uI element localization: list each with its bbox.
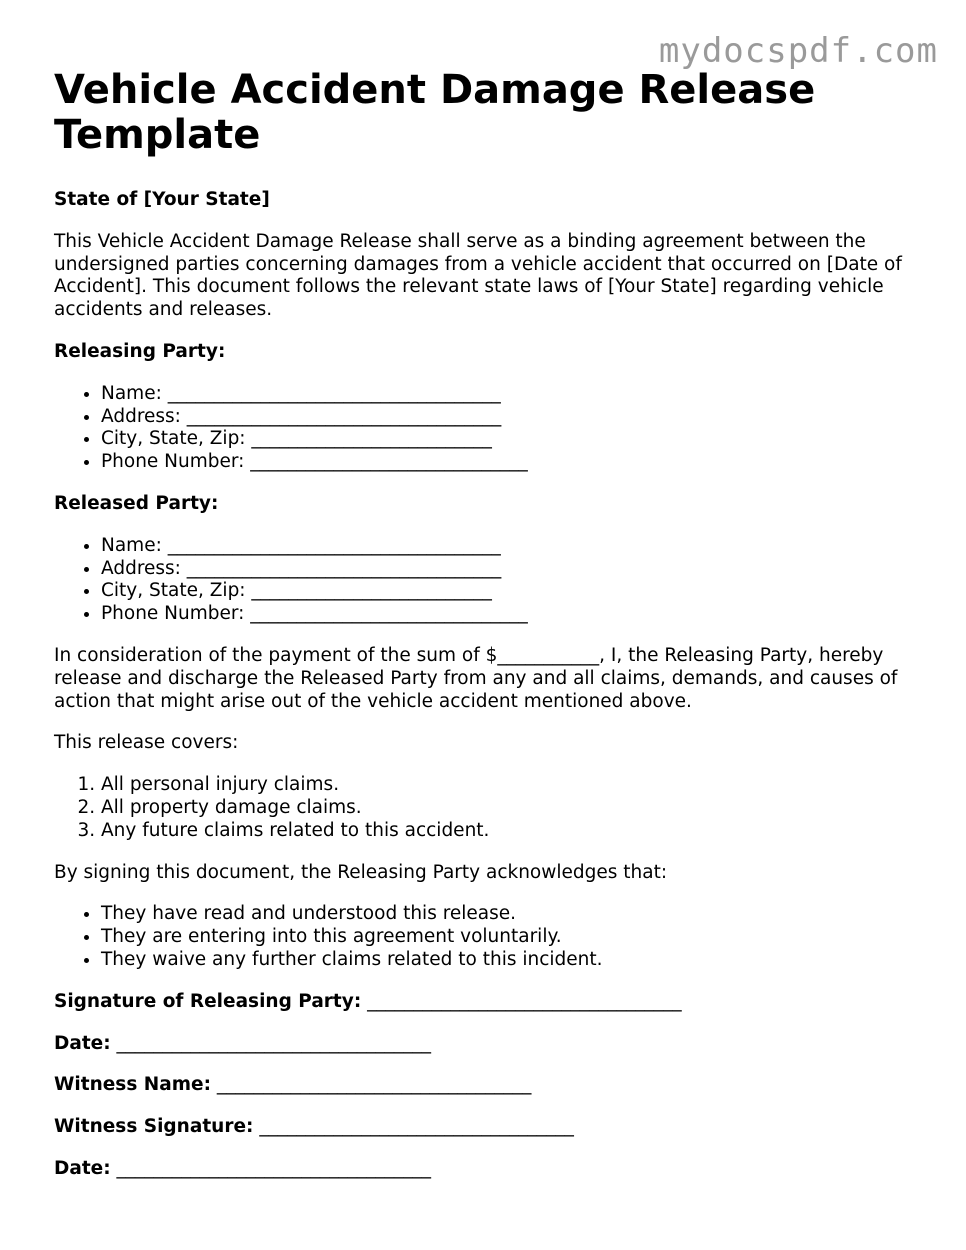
consideration-paragraph: In consideration of the payment of the sum of $___________, I, the Releasing Party, hereby release and discharge the Released Party from any and all claims, demands, and causes of action that might arise out of the vehicle accident mentioned above. bbox=[54, 644, 898, 712]
state-heading: State of [Your State] bbox=[54, 189, 270, 210]
signature-line: __________________________________ bbox=[259, 1116, 574, 1138]
covers-item: 2. All property damage claims. bbox=[101, 797, 914, 820]
releasing-name-field: • Name: ____________________________________ bbox=[101, 383, 914, 406]
signature-releasing-party bbox=[54, 991, 914, 1014]
covers-intro: This release covers: bbox=[54, 732, 239, 754]
document-title: Vehicle Accident Damage Release Template bbox=[54, 67, 816, 158]
releasing-party-heading: Releasing Party: bbox=[54, 340, 226, 362]
released-address-field: • Address: __________________________________ bbox=[101, 558, 914, 581]
releasing-party-fields bbox=[54, 383, 914, 474]
signature-label: Witness Signature: bbox=[54, 1116, 254, 1138]
signature-label: Date: bbox=[54, 1032, 111, 1054]
released-party-heading: Released Party: bbox=[54, 492, 219, 514]
document bbox=[54, 68, 914, 1181]
signature-line: __________________________________ bbox=[116, 1032, 432, 1054]
acknowledgement-list bbox=[54, 903, 914, 971]
signature-date bbox=[54, 1033, 914, 1056]
witness-signature bbox=[54, 1116, 914, 1139]
acknowledgement-item: • They are entering into this agreement voluntarily. bbox=[101, 926, 914, 949]
acknowledgement-item: • They waive any further claims related to this incident. bbox=[101, 949, 914, 972]
acknowledgement-item: • They have read and understood this release. bbox=[101, 903, 914, 926]
signature-label: Date: bbox=[54, 1157, 111, 1179]
signature-line: __________________________________ bbox=[216, 1074, 532, 1096]
releasing-city-state-zip-field: • City, State, Zip: __________________________ bbox=[101, 428, 914, 451]
signature-line: __________________________________ bbox=[116, 1157, 432, 1179]
signature-line: __________________________________ bbox=[367, 990, 682, 1012]
released-party-fields bbox=[54, 535, 914, 626]
covers-item: 1. All personal injury claims. bbox=[101, 774, 914, 797]
signature-label: Signature of Releasing Party: bbox=[54, 990, 362, 1012]
intro-paragraph: This Vehicle Accident Damage Release shall serve as a binding agreement between the undersigned parties concerning damages from a vehicle accident that occurred on [Date of Accident]. This document follows the relevant state laws of [Your State] regarding vehicle accidents and releases. bbox=[54, 230, 902, 321]
signature-label: Witness Name: bbox=[54, 1074, 211, 1096]
covers-item: 3. Any future claims related to this accident. bbox=[101, 820, 914, 843]
released-phone-field: • Phone Number: ______________________________ bbox=[101, 603, 914, 626]
watermark: mydocspdf.com bbox=[658, 31, 938, 71]
witness-date bbox=[54, 1158, 914, 1181]
acknowledgement-intro: By signing this document, the Releasing Party acknowledges that: bbox=[54, 861, 668, 883]
witness-name bbox=[54, 1074, 914, 1097]
covers-list bbox=[54, 774, 914, 842]
released-name-field: • Name: ____________________________________ bbox=[101, 535, 914, 558]
releasing-address-field: • Address: __________________________________ bbox=[101, 406, 914, 429]
released-city-state-zip-field: • City, State, Zip: __________________________ bbox=[101, 580, 914, 603]
releasing-phone-field: • Phone Number: ______________________________ bbox=[101, 451, 914, 474]
